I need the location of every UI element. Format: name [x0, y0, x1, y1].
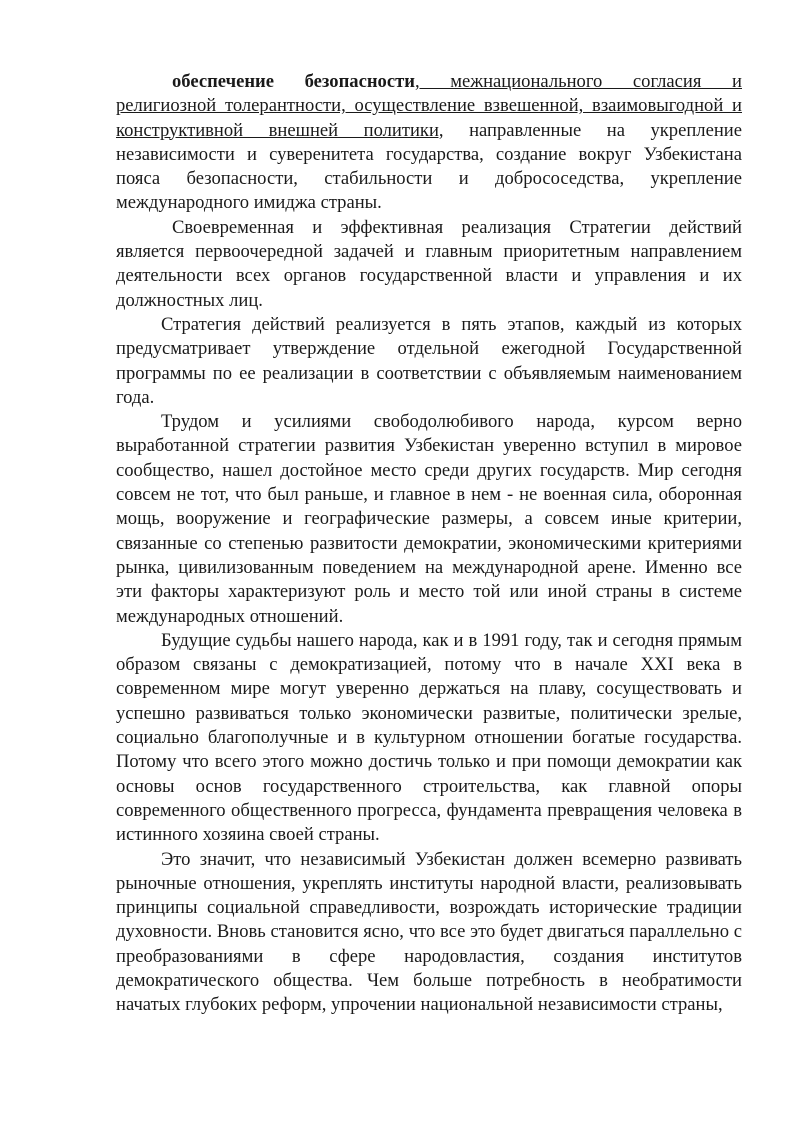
paragraph-2: Своевременная и эффективная реализация Стратегии действий является первоочередной задачей и главным приоритетным направлением деятельности всех органов государственной власти и управления и их должностных лиц.: [116, 216, 742, 311]
paragraph-3: Стратегия действий реализуется в пять этапов, каждый из которых предусматривает утверждение отдельной ежегодной Государственной программы по ее реализации в соответствии с объявляемым наименованием года.: [116, 313, 742, 408]
paragraph-6: Это значит, что независимый Узбекистан должен всемерно развивать рыночные отношения, укреплять институты народной власти, реализовывать принципы социальной справедливости, возрождать исторические традиции духовности. Вновь становится ясно, что все это будет двигаться параллельно с преобразованиями в сфере народовластия, создания институтов демократического общества. Чем больше потребность в необратимости начатых глубоких реформ, упрочении национальной независимости страны,: [116, 848, 742, 1016]
document-page: [116, 70, 742, 1018]
paragraph-4: Трудом и усилиями свободолюбивого народа, курсом верно выработанной стратегии развития Узбекистан уверенно вступил в мировое сообщество, нашел достойное место среди других государств. Мир сегодня совсем не тот, что был раньше, и главное в нем - не военная сила, оборонная мощь, вооружение и географические размеры, а совсем иные критерии, связанные со степенью развитости демократии, экономическими критериями рынка, цивилизованным поведением на международной арене. Именно все эти факторы характеризуют роль и место той или иной страны в системе международных отношений.: [116, 411, 742, 627]
paragraph-1-rest: направленные на укрепление независимости и суверенитета государства, создание вокруг Узбекистана пояса безопасности, стабильности и добрососедства, укрепление международного имиджа страны.: [116, 119, 742, 214]
bold-lead-text: обеспечение безопасности: [172, 71, 415, 92]
paragraph-5: Будущие судьбы нашего народа, как и в 1991 году, так и сегодня прямым образом связаны с демократизацией, потому что в начале XXI века в современном мире могут уверенно держаться на плаву, сосуществовать и успешно развиваться только экономически развитые, политически зрелые, социально благополучные и в культурном отношении богатые государства. Потому что всего этого можно достичь только и при помощи демократии как основы основ государственного строительства, как главной опоры современного общественного прогресса, фундамента превращения человека в истинного хозяина своей страны.: [116, 629, 742, 846]
paragraph-1: [116, 70, 742, 216]
underlined-text: , межнационального согласия и религиозной толерантности, осуществление взвешенной, взаимовыгодной и конструктивной внешней политики,: [116, 71, 742, 141]
